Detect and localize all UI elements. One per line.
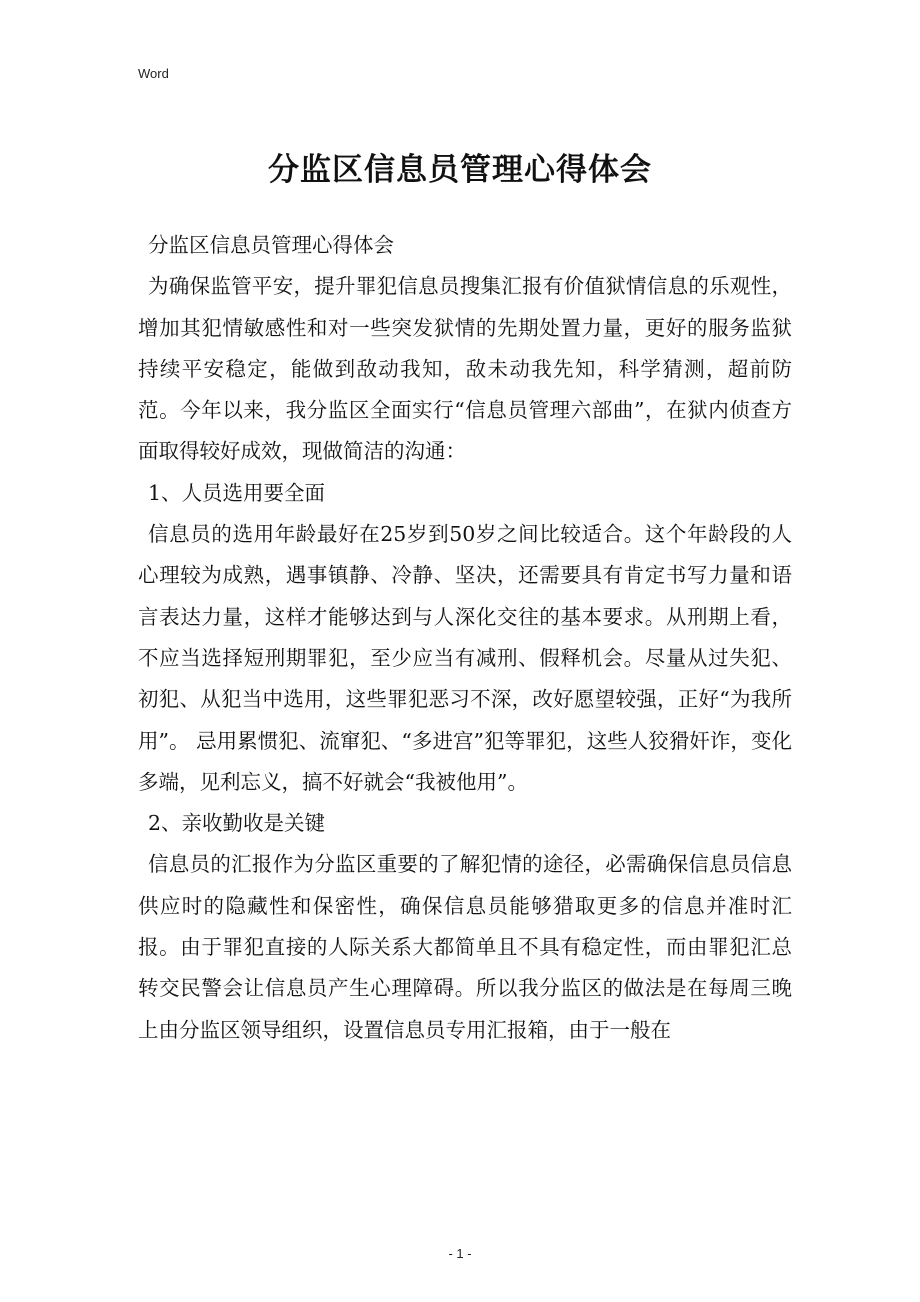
header-label: Word — [138, 66, 169, 81]
document-title: 分监区信息员管理心得体会 — [268, 152, 652, 188]
intro-paragraph: 为确保监管平安，提升罪犯信息员搜集汇报有价值狱情信息的乐观性，增加其犯情敏感性和对一些突发狱情的先期处置力量，更好的服务监狱持续平安稳定，能做到敌动我知，敌未动我先知，科学猜测，超前防范。今年以来，我分监区全面实行“信息员管理六部曲”，在狱内侦查方面取得较好成效，现做简洁的沟通： — [138, 274, 792, 464]
subtitle-paragraph: 分监区信息员管理心得体会 — [148, 233, 394, 257]
section-2-paragraph: 信息员的汇报作为分监区重要的了解犯情的途径，必需确保信息员信息供应时的隐藏性和保密性，确保信息员能够猎取更多的信息并准时汇报。由于罪犯直接的人际关系大都简单且不具有稳定性，而由罪犯汇总转交民警会让信息员产生心理障碍。所以我分监区的做法是在每周三晚上由分监区领导组织，设置信息员专用汇报箱，由于一般在 — [138, 852, 792, 1042]
page-number: - 1 - — [448, 1246, 472, 1261]
document-body — [138, 225, 792, 1051]
section-1-paragraph: 信息员的选用年龄最好在25岁到50岁之间比较适合。这个年龄段的人心理较为成熟，遇事镇静、冷静、坚决，还需要具有肯定书写力量和语言表达力量，这样才能够达到与人深化交往的基本要求。从刑期上看，不应当选择短刑期罪犯，至少应当有减刑、假释机会。尽量从过失犯、初犯、从犯当中选用，这些罪犯恶习不深，改好愿望较强，正好“为我所用”。 忌用累惯犯、流窜犯、“多进宫”犯等罪犯，这些人狡猾奸诈，变化多端，见利忘义，搞不好就会“我被他用”。 — [138, 522, 792, 794]
section-heading-1: 1、人员选用要全面 — [148, 480, 326, 505]
section-heading-2: 2、亲收勤收是关键 — [148, 811, 326, 836]
